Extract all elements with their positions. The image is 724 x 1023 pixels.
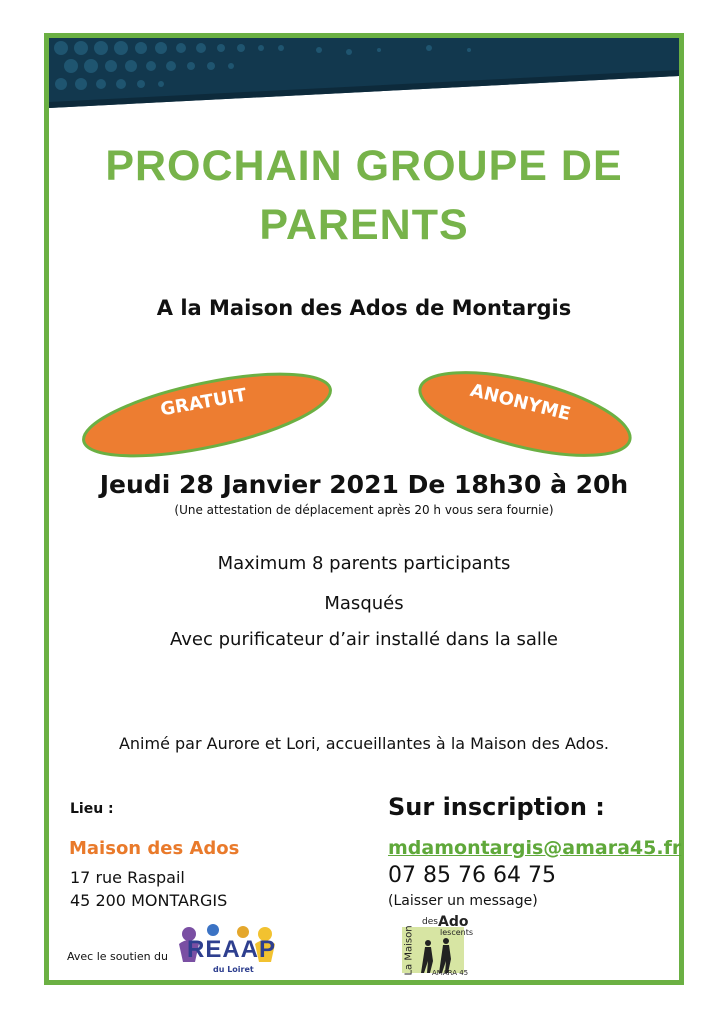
mda-logo-lescents: lescents	[440, 928, 474, 937]
location-city: 45 200 MONTARGIS	[70, 891, 228, 910]
location-street: 17 rue Raspail	[70, 868, 185, 887]
subtitle: A la Maison des Ados de Montargis	[156, 296, 572, 320]
registration-phone: 07 85 76 64 75	[388, 863, 556, 888]
title-line-2: PARENTS	[259, 201, 469, 249]
reaap-logo-text: REAAP	[187, 936, 277, 963]
gratuit-badge: GRATUIT	[158, 384, 249, 421]
registration-note: (Laisser un message)	[388, 893, 538, 909]
reaap-logo-subtext: du Loiret	[213, 965, 254, 974]
detail-participants: Maximum 8 parents participants	[217, 553, 511, 574]
mda-logo-ado: Ado	[438, 914, 469, 930]
support-text: Avec le soutien du	[67, 950, 169, 963]
detail-air-purifier: Avec purificateur d’air installé dans la salle	[170, 629, 558, 650]
date-note: (Une attestation de déplacement après 20 h vous sera fournie)	[174, 503, 554, 517]
location-name: Maison des Ados	[69, 838, 240, 859]
detail-masks: Masqués	[324, 593, 404, 614]
reaap-logo	[173, 922, 283, 980]
registration-heading: Sur inscription :	[388, 793, 605, 821]
mda-logo-amara: AMARA 45	[432, 969, 469, 977]
maison-ados-logo	[394, 914, 474, 979]
title-line-1: PROCHAIN GROUPE DE	[105, 142, 623, 190]
registration-email-link[interactable]: mdamontargis@amara45.fr	[388, 837, 682, 859]
date-line: Jeudi 28 Janvier 2021 De 18h30 à 20h	[99, 470, 629, 499]
header-banner	[49, 38, 679, 108]
mda-logo-des: des	[422, 917, 438, 927]
mda-logo-maison: La Maison	[403, 925, 415, 976]
hosts-text: Animé par Aurore et Lori, accueillantes à la Maison des Ados.	[118, 734, 610, 753]
location-label: Lieu :	[70, 801, 114, 817]
gratuit-oval	[78, 360, 336, 470]
anonyme-badge: ANONYME	[467, 379, 573, 426]
